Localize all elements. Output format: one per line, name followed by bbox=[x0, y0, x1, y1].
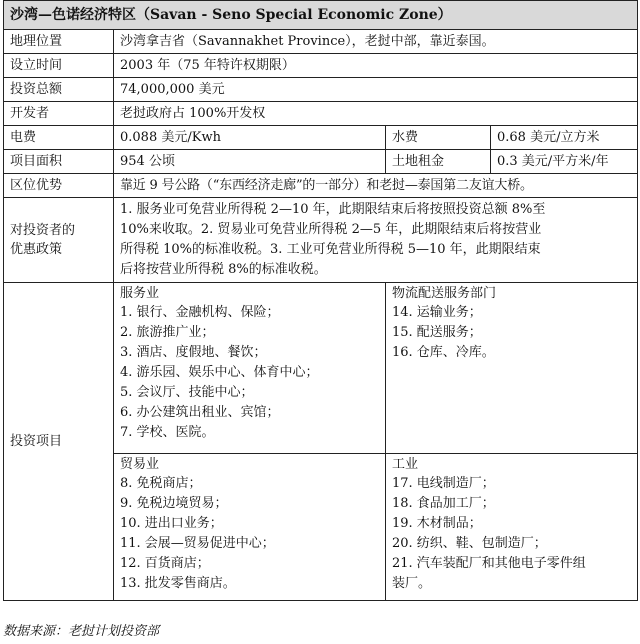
list-item: 8. 免税商店； bbox=[120, 476, 202, 491]
advantage-row bbox=[4, 174, 638, 198]
developer-row bbox=[4, 102, 638, 126]
logistics-heading: 物流配送服务部门 bbox=[392, 286, 497, 301]
water-value: 0.68 美元/立方米 bbox=[491, 126, 638, 150]
area-row bbox=[4, 150, 638, 174]
trade-heading: 贸易业 bbox=[120, 457, 160, 472]
table-title: 沙湾—色诺经济特区（Savan - Seno Special Economic Zone） bbox=[4, 1, 638, 30]
trade-sector bbox=[114, 454, 386, 601]
electricity-value: 0.088 美元/Kwh bbox=[114, 126, 386, 150]
list-item: 3. 酒店、度假地、餐饮； bbox=[120, 345, 267, 360]
advantage-label: 区位优势 bbox=[4, 174, 114, 198]
document bbox=[3, 0, 637, 601]
industry-sector bbox=[386, 454, 638, 601]
service-heading: 服务业 bbox=[120, 286, 160, 301]
investment-value: 74,000,000 美元 bbox=[114, 78, 638, 102]
electricity-label: 电费 bbox=[4, 126, 114, 150]
investment-row bbox=[4, 78, 638, 102]
list-item: 10. 进出口业务； bbox=[120, 516, 223, 531]
policy-label-line: 对投资者的 bbox=[10, 223, 76, 238]
logistics-sector bbox=[386, 283, 638, 454]
data-source-note: 数据来源：老挝计划投资部 bbox=[3, 624, 160, 639]
zone-info-table bbox=[3, 0, 638, 601]
list-item: 4. 游乐园、娱乐中心、体育中心； bbox=[120, 365, 319, 380]
list-item: 14. 运输业务； bbox=[392, 305, 482, 320]
investment-label: 投资总额 bbox=[4, 78, 114, 102]
list-item: 1. 银行、金融机构、保险； bbox=[120, 305, 280, 320]
policy-line: 后将按营业所得税 8%的标准收税。 bbox=[120, 262, 327, 277]
list-item: 16. 仓库、冷库。 bbox=[392, 345, 495, 360]
projects-label: 投资项目 bbox=[4, 283, 114, 601]
area-value: 954 公顷 bbox=[114, 150, 386, 174]
list-item: 2. 旅游推广业； bbox=[120, 325, 215, 340]
developer-value: 老挝政府占 100%开发权 bbox=[114, 102, 638, 126]
list-item: 7. 学校、医院。 bbox=[120, 425, 215, 440]
policy-line: 所得税 10%的标准收税。3. 工业可免营业所得税 5—10 年，此期限结束 bbox=[120, 242, 541, 257]
industry-heading: 工业 bbox=[392, 457, 419, 472]
developer-label: 开发者 bbox=[4, 102, 114, 126]
policy-line: 10%来收取。2. 贸易业可免营业所得税 2—5 年，此期限结束后将按营业 bbox=[120, 222, 542, 237]
location-row bbox=[4, 30, 638, 54]
list-item: 21. 汽车装配厂和其他电子零件组 bbox=[392, 556, 586, 571]
established-row bbox=[4, 54, 638, 78]
policy-label bbox=[4, 198, 114, 283]
list-item: 13. 批发零售商店。 bbox=[120, 576, 236, 591]
list-item: 9. 免税边境贸易； bbox=[120, 496, 228, 511]
list-item: 11. 会展—贸易促进中心； bbox=[120, 536, 275, 551]
list-item: 18. 食品加工厂； bbox=[392, 496, 495, 511]
list-item: 19. 木材制品； bbox=[392, 516, 482, 531]
list-item: 15. 配送服务； bbox=[392, 325, 482, 340]
advantage-value: 靠近 9 号公路（“东西经济走廊”的一部分）和老挝—泰国第二友谊大桥。 bbox=[114, 174, 638, 198]
established-value: 2003 年（75 年特许权期限） bbox=[114, 54, 638, 78]
title-row bbox=[4, 1, 638, 30]
area-label: 项目面积 bbox=[4, 150, 114, 174]
policy-line: 1. 服务业可免营业所得税 2—10 年，此期限结束后将按照投资总额 8%至 bbox=[120, 202, 546, 217]
service-sector bbox=[114, 283, 386, 454]
list-item: 5. 会议厅、技能中心； bbox=[120, 385, 254, 400]
list-item: 17. 电线制造厂； bbox=[392, 476, 495, 491]
policy-row bbox=[4, 198, 638, 283]
location-label: 地理位置 bbox=[4, 30, 114, 54]
policy-value bbox=[114, 198, 638, 283]
list-item: 12. 百货商店； bbox=[120, 556, 210, 571]
policy-label-line: 优惠政策 bbox=[10, 242, 63, 257]
electricity-row bbox=[4, 126, 638, 150]
water-label: 水费 bbox=[386, 126, 491, 150]
projects-row-top bbox=[4, 283, 638, 454]
land-rent-value: 0.3 美元/平方米/年 bbox=[491, 150, 638, 174]
land-rent-label: 土地租金 bbox=[386, 150, 491, 174]
list-item: 20. 纺织、鞋、包制造厂； bbox=[392, 536, 547, 551]
list-item: 装厂。 bbox=[392, 576, 432, 591]
location-value: 沙湾拿吉省（Savannakhet Province），老挝中部，靠近泰国。 bbox=[114, 30, 638, 54]
list-item: 6. 办公建筑出租业、宾馆； bbox=[120, 405, 280, 420]
established-label: 设立时间 bbox=[4, 54, 114, 78]
